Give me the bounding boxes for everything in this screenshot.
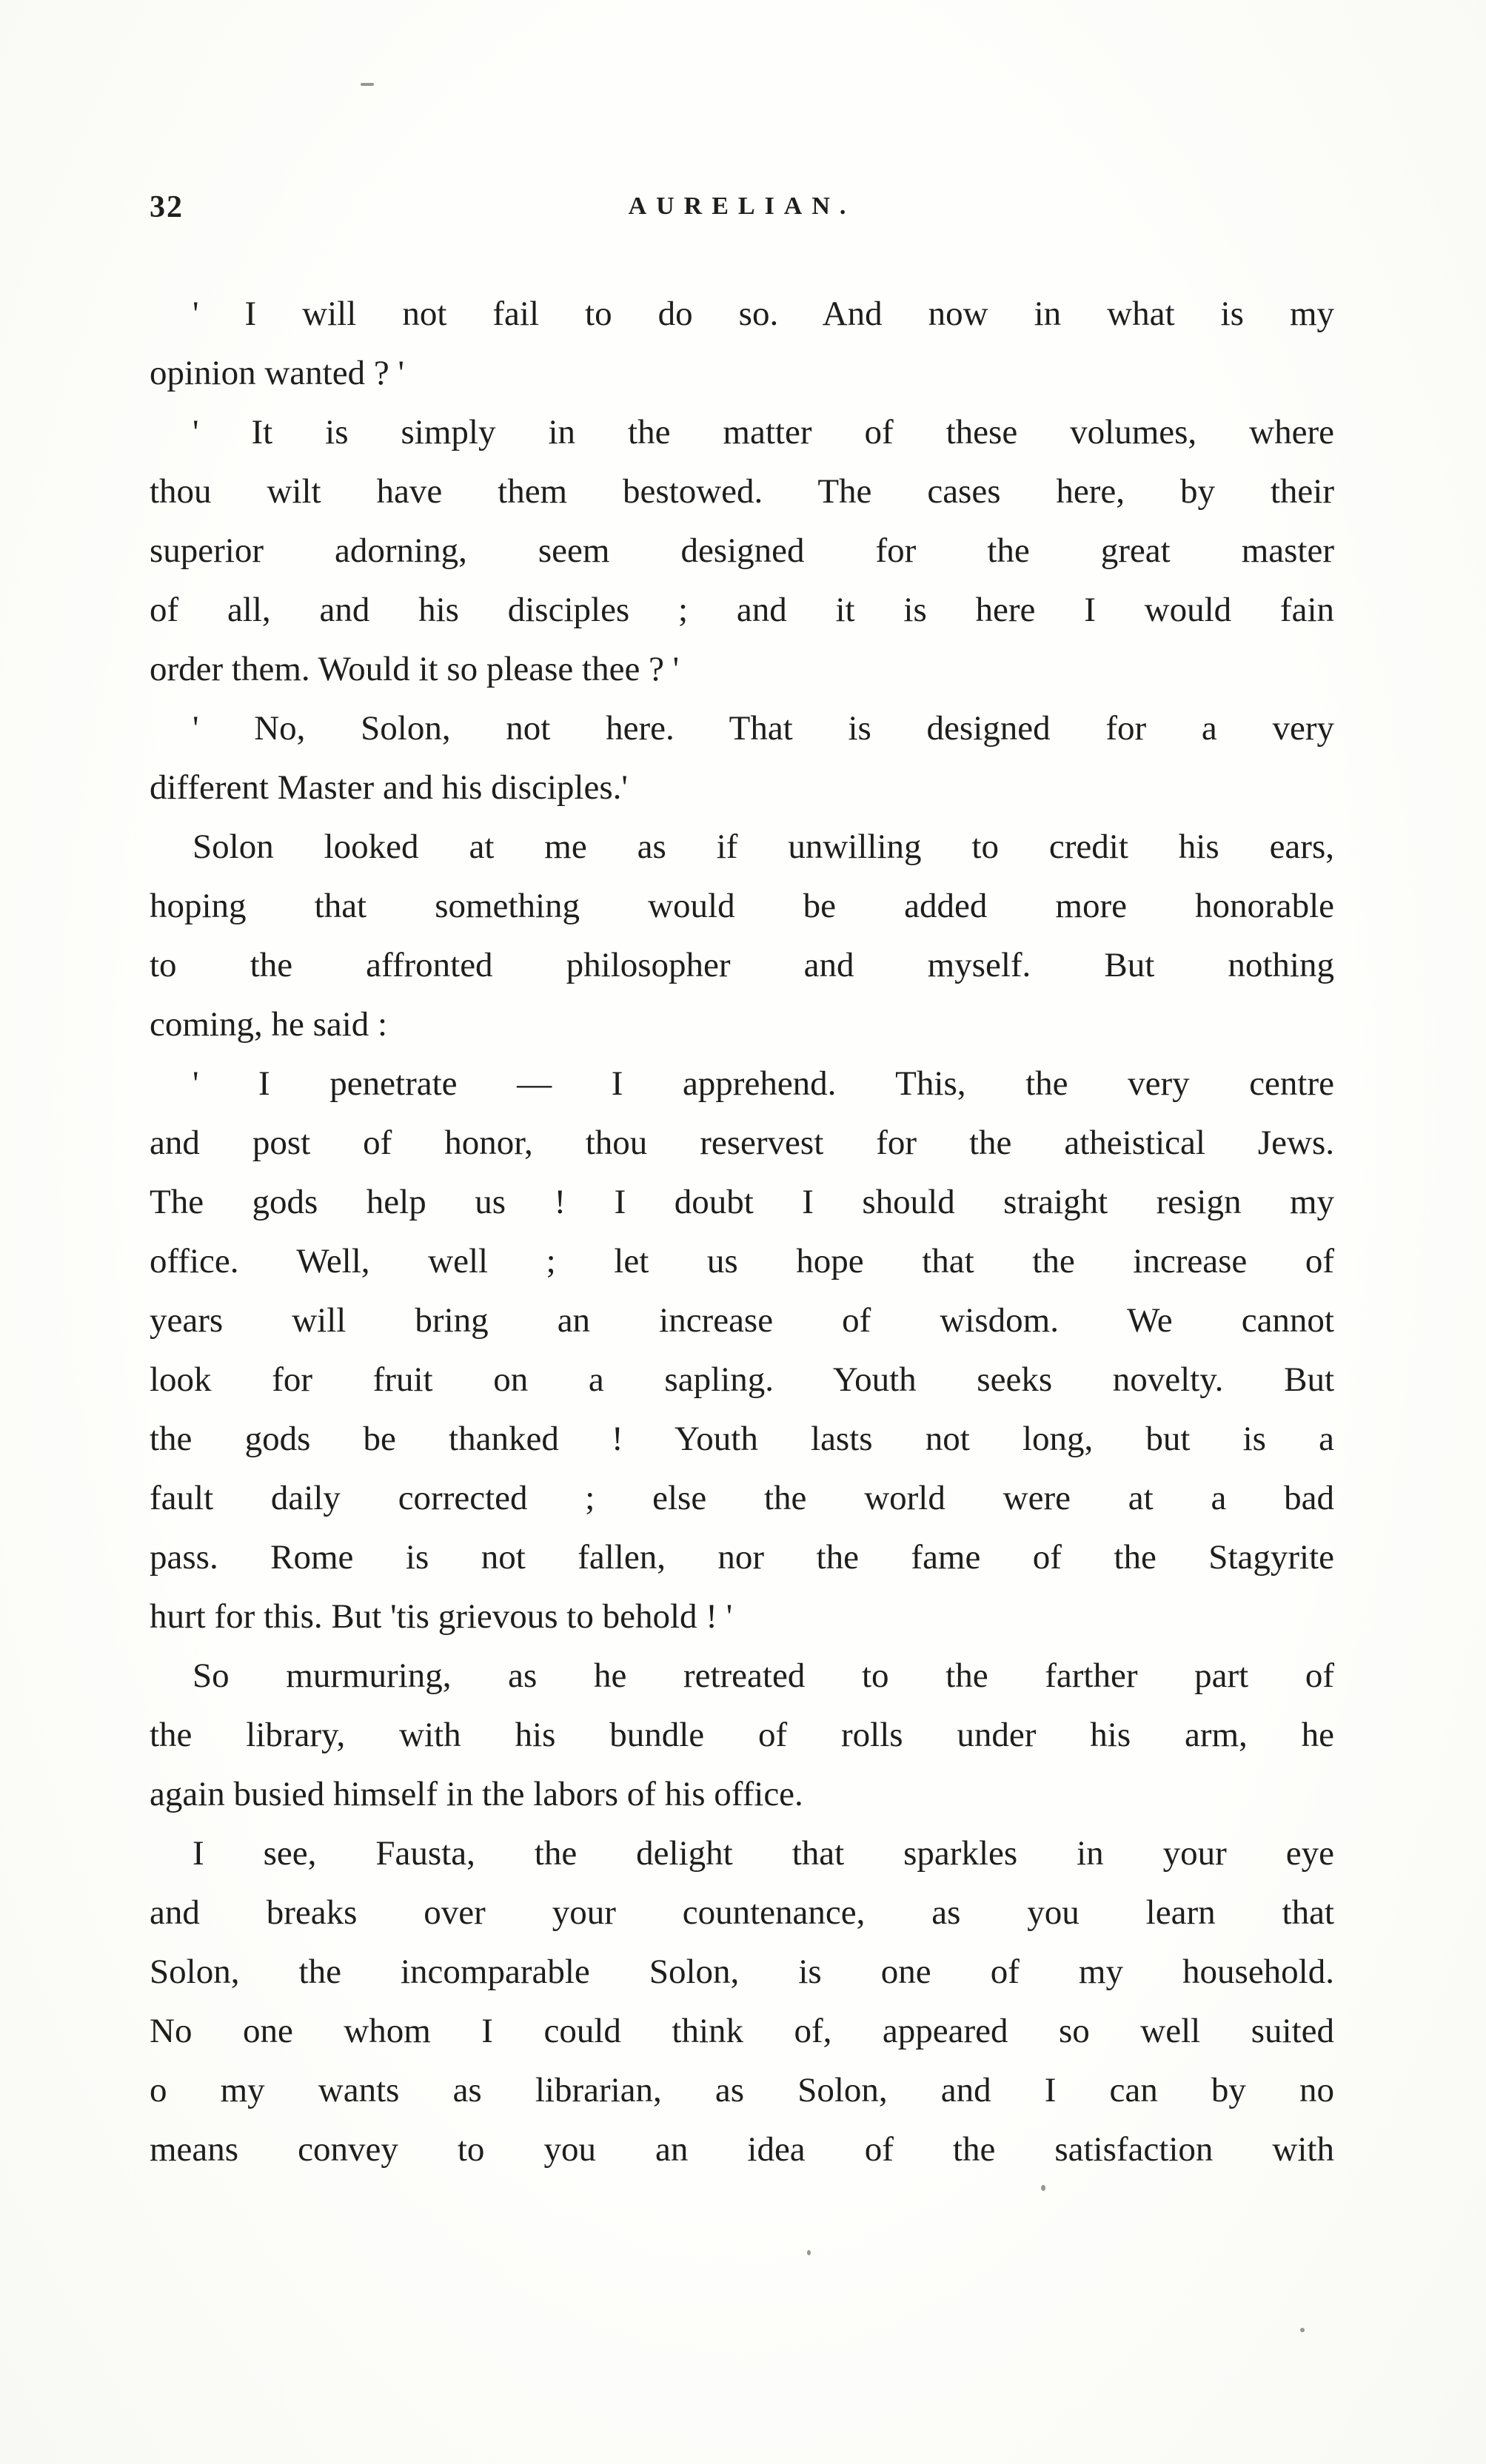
- text-line: office. Well, well ; let us hope that the increase of: [150, 1242, 1334, 1280]
- page-number: 32: [150, 190, 184, 224]
- text-line: opinion wanted ? ': [150, 354, 404, 392]
- text-line: coming, he said :: [150, 1005, 388, 1044]
- text-line: different Master and his disciples.': [150, 768, 628, 807]
- text-line: again busied himself in the labors of his office.: [150, 1775, 803, 1813]
- text-line: and post of honor, thou reservest for the atheistical Jews.: [150, 1124, 1334, 1162]
- running-title: AURELIAN.: [628, 192, 856, 220]
- text-line: the library, with his bundle of rolls under his arm, he: [150, 1716, 1334, 1754]
- paragraph: [150, 284, 1334, 403]
- scan-artifact: [807, 2250, 811, 2255]
- text-line: hurt for this. But 'tis grievous to behold ! ': [150, 1597, 733, 1636]
- text-line: to the affronted philosopher and myself. But nothing: [150, 946, 1334, 984]
- text-line: ' I penetrate — I apprehend. This, the very centre: [193, 1064, 1334, 1103]
- scan-artifact: [1041, 2185, 1045, 2191]
- paragraph: [150, 817, 1334, 1054]
- text-line: the gods be thanked ! Youth lasts not long, but is a: [150, 1420, 1334, 1458]
- text-line: thou wilt have them bestowed. The cases here, by their: [150, 472, 1334, 511]
- text-line: and breaks over your countenance, as you learn that: [150, 1893, 1334, 1932]
- text-line: So murmuring, as he retreated to the farther part of: [193, 1656, 1334, 1695]
- text-line: Solon looked at me as if unwilling to credit his ears,: [193, 828, 1334, 866]
- text-line: No one whom I could think of, appeared so well suited: [150, 2012, 1334, 2050]
- page-header: [150, 187, 1334, 225]
- text-line: o my wants as librarian, as Solon, and I can by no: [150, 2071, 1334, 2109]
- paragraph: [150, 1824, 1334, 2179]
- text-line: hoping that something would be added more honorable: [150, 887, 1334, 925]
- text-line: look for fruit on a sapling. Youth seeks novelty. But: [150, 1360, 1334, 1399]
- text-line: ' No, Solon, not here. That is designed for a very: [193, 709, 1334, 748]
- paragraph: [150, 699, 1334, 817]
- text-line: ' It is simply in the matter of these volumes, where: [193, 413, 1334, 451]
- text-line: fault daily corrected ; else the world were at a bad: [150, 1479, 1334, 1517]
- text-line: of all, and his disciples ; and it is here I would fain: [150, 591, 1334, 629]
- text-line: ' I will not fail to do so. And now in what is my: [193, 295, 1334, 333]
- text-block: [150, 187, 1334, 2179]
- paragraph: [150, 1646, 1334, 1824]
- text-line: order them. Would it so please thee ? ': [150, 650, 680, 688]
- text-line: Solon, the incomparable Solon, is one of my household.: [150, 1953, 1334, 1991]
- paragraph: [150, 1054, 1334, 1646]
- text-line: pass. Rome is not fallen, nor the fame of the Stagyrite: [150, 1538, 1334, 1577]
- scan-artifact: [361, 83, 374, 86]
- text-line: means convey to you an idea of the satisfaction with: [150, 2130, 1334, 2169]
- scan-artifact: [1300, 2328, 1305, 2332]
- text-line: The gods help us ! I doubt I should straight resign my: [150, 1183, 1334, 1221]
- text-body: [150, 284, 1334, 2179]
- text-line: I see, Fausta, the delight that sparkles in your eye: [193, 1834, 1334, 1873]
- paragraph: [150, 403, 1334, 699]
- text-line: superior adorning, seem designed for the great master: [150, 531, 1334, 570]
- text-line: years will bring an increase of wisdom. We cannot: [150, 1301, 1334, 1340]
